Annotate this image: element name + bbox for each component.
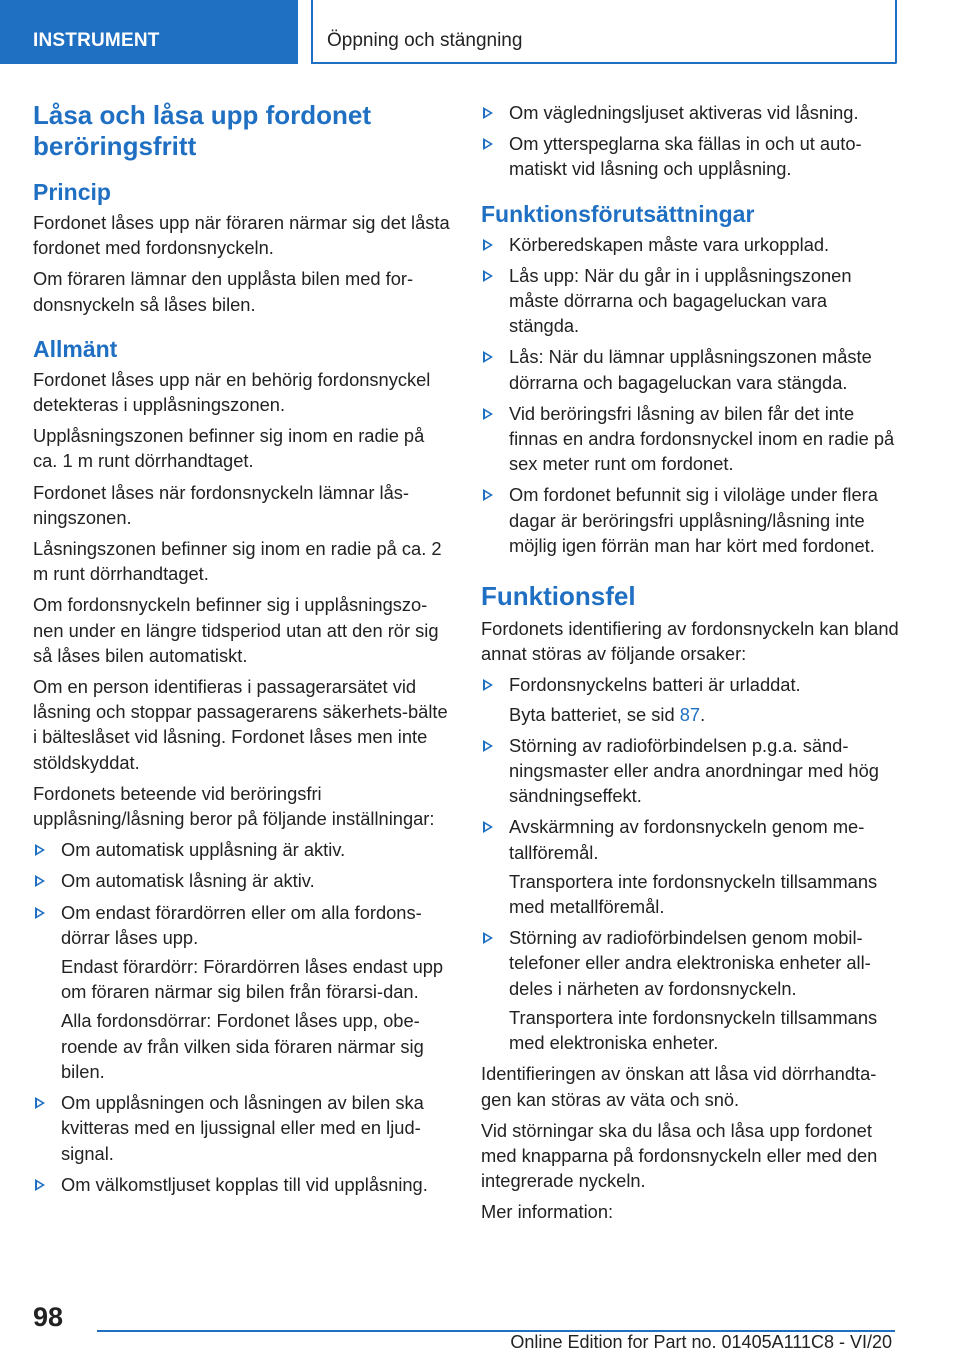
list-item-note: Transportera inte fordonsnyckeln tillsammans med metallföremål. (509, 870, 878, 918)
triangle-bullet-icon (483, 489, 493, 501)
paragraph: Fordonets beteende vid beröringsfri upplåsning/låsning beror på följande inställningar: (33, 782, 435, 830)
triangle-bullet-icon (483, 408, 493, 420)
list-item: Om välkomstljuset kopplas till vid upplåsning. (33, 1172, 451, 1197)
heading-funktionsfel: Funktionsfel (481, 581, 636, 612)
triangle-bullet-icon (483, 270, 493, 282)
list-item-note: Transportera inte fordonsnyckeln tillsammans med elektroniska enheter. (509, 1006, 878, 1054)
list-item: Avskärmning av fordonsnyckeln genom me-tallföremål. Transportera inte fordonsnyckeln tillsammans med metallföremål. (481, 814, 901, 919)
triangle-bullet-icon (483, 107, 493, 119)
list-item: Om fordonet befunnit sig i viloläge under flera dagar är beröringsfri upplåsning/låsning inte möjlig igen förrän man har kört med fordonet. (481, 482, 901, 558)
conditions-list (481, 232, 901, 558)
triangle-bullet-icon (483, 932, 493, 944)
triangle-bullet-icon (483, 679, 493, 691)
settings-list (33, 837, 451, 1197)
paragraph: Mer information: (481, 1201, 614, 1223)
list-item: Om vägledningsljuset aktiveras vid låsning. (481, 100, 901, 125)
list-item: Lås upp: När du går in i upplåsningszonen måste dörrarna och bagageluckan vara stängda. (481, 263, 901, 339)
heading-funktionsforutsattningar: Funktionsförutsättningar (481, 200, 755, 227)
section-title: INSTRUMENT (33, 30, 160, 51)
triangle-bullet-icon (483, 239, 493, 251)
paragraph: Identifieringen av önskan att låsa vid dörrhandta-gen kan störas av väta och snö. (481, 1063, 877, 1110)
paragraph: Fordonet låses när fordonsnyckeln lämnar lås-ningszonen. (33, 481, 409, 528)
list-item: Vid beröringsfri låsning av bilen får det inte finnas en andra fordonsnyckel inom en radie på sex meter runt om fordonet. (481, 401, 901, 477)
list-item: Störning av radioförbindelsen genom mobil-telefoner eller andra elektroniska enheter all-deles i närheten av fordonsnyckeln. Transportera inte fordonsnyckeln tillsammans med elektroniska enheter. (481, 925, 901, 1055)
footer-edition: Online Edition for Part no. 01405A111C8 - VI/20 (510, 1332, 892, 1352)
list-item: Fordonsnyckelns batteri är urladdat. Byta batteriet, se sid 87. (481, 672, 901, 726)
section-tab (0, 0, 298, 64)
triangle-bullet-icon (35, 844, 45, 856)
list-item: Om upplåsningen och låsningen av bilen ska kvitteras med en ljussignal eller med en ljud-signal. (33, 1090, 451, 1166)
paragraph: Om fordonsnyckeln befinner sig i upplåsningszo-nen under en längre tidsperiod utan att den rör sig så låses bilen automatiskt. (33, 594, 439, 666)
page-link-87[interactable]: 87 (679, 703, 701, 725)
right-column (481, 100, 901, 1231)
list-item: Lås: När du lämnar upplåsningszonen måste dörrarna och bagageluckan vara stängda. (481, 344, 901, 394)
triangle-bullet-icon (35, 1179, 45, 1191)
list-item: Om automatisk upplåsning är aktiv. (33, 837, 451, 862)
settings-list-continued (481, 100, 901, 182)
list-item: Om automatisk låsning är aktiv. (33, 868, 451, 893)
list-item: Om endast förardörren eller om alla fordons-dörrar låses upp. Endast förardörr: Förardörren låses endast upp om föraren närmar sig bilen från förarsi-dan. Alla fordonsdörrar: Fordonet låses upp, obe-roende av från vilken sida föraren närmar sig bilen. (33, 900, 451, 1084)
paragraph: Upplåsningszonen befinner sig inom en radie på ca. 1 m runt dörrhandtaget. (33, 425, 425, 472)
triangle-bullet-icon (35, 1097, 45, 1109)
chapter-title: Öppning och stängning (327, 30, 523, 51)
triangle-bullet-icon (35, 875, 45, 887)
triangle-bullet-icon (483, 138, 493, 150)
list-item: Körberedskapen måste vara urkopplad. (481, 232, 901, 257)
heading-allmant: Allmänt (33, 335, 118, 362)
page-number: 98 (33, 1302, 64, 1332)
triangle-bullet-icon (35, 907, 45, 919)
paragraph: Om föraren lämnar den upplåsta bilen med for-donsnyckeln så låses bilen. (33, 268, 414, 315)
list-item-note: Byta batteriet, se sid 87. (509, 703, 706, 725)
left-column (33, 100, 451, 1203)
triangle-bullet-icon (483, 351, 493, 363)
list-item-note: Alla fordonsdörrar: Fordonet låses upp, obe-roende av från vilken sida föraren närmar sig bilen. (61, 1010, 424, 1082)
triangle-bullet-icon (483, 821, 493, 833)
chapter-tab (311, 0, 897, 64)
paragraph: Låsningszonen befinner sig inom en radie på ca. 2 m runt dörrhandtaget. (33, 538, 442, 585)
paragraph: Fordonet låses upp när en behörig fordonsnyckel detekteras i upplåsningszonen. (33, 368, 431, 416)
list-item-note: Endast förardörr: Förardörren låses endast upp om föraren närmar sig bilen från förarsi-dan. (61, 956, 444, 1003)
page-title: Låsa och låsa upp fordonet beröringsfritt (33, 100, 372, 161)
list-item: Störning av radioförbindelsen p.g.a. sänd-ningsmaster eller andra anordningar med hög sändningseffekt. (481, 733, 901, 809)
paragraph: Fordonets identifiering av fordonsnyckeln kan bland annat störas av följande orsaker: (481, 618, 899, 665)
fault-list (481, 672, 901, 1055)
list-item: Om ytterspeglarna ska fällas in och ut auto-matiskt vid låsning och upplåsning. (481, 131, 901, 181)
paragraph: Fordonet låses upp när föraren närmar sig det låsta fordonet med fordonsnyckeln. (33, 212, 450, 259)
paragraph: Om en person identifieras i passagerarsätet vid låsning och stoppar passagerarens säkerhets-bälte i bälteslåset vid låsning. Fordonet låses men inte stöldskyddat. (33, 676, 448, 773)
triangle-bullet-icon (483, 740, 493, 752)
paragraph: Vid störningar ska du låsa och låsa upp fordonet med knapparna på fordonsnyckeln eller med den integrerade nyckeln. (481, 1119, 878, 1192)
heading-princip: Princip (33, 179, 111, 205)
